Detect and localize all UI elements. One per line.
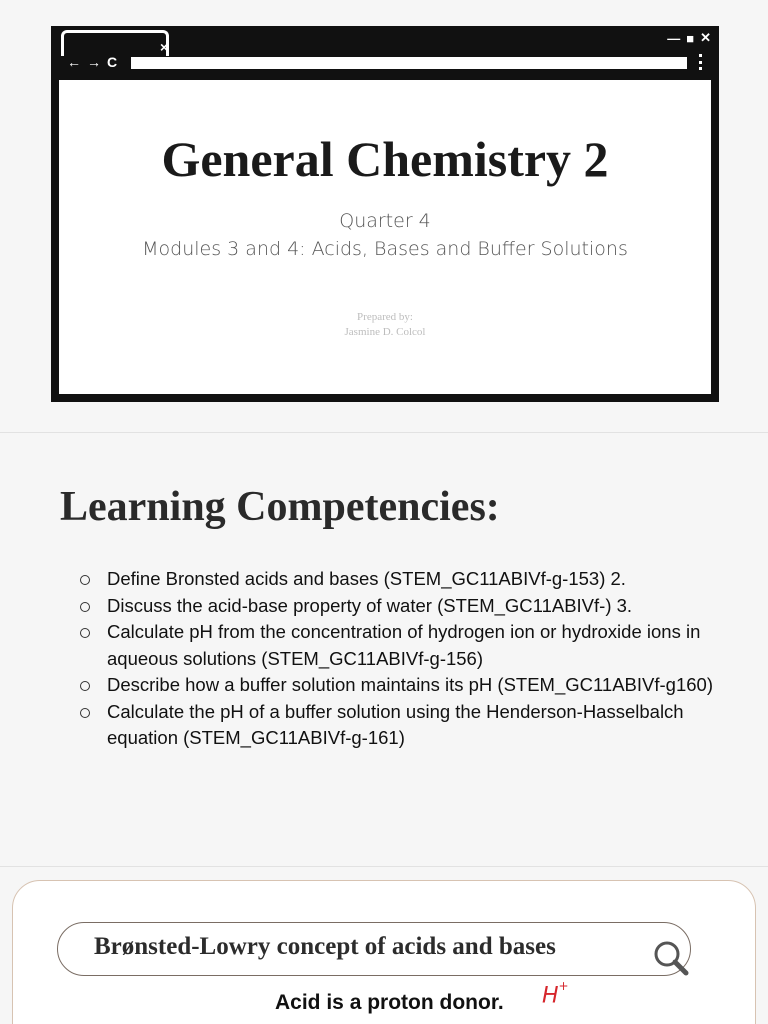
bronsted-lowry-slide: [12, 880, 756, 1024]
slide-heading: Brønsted-Lowry concept of acids and bases: [94, 933, 556, 960]
minimize-icon: —: [667, 30, 683, 46]
deck-title: General Chemistry 2: [161, 131, 609, 187]
competency-list: [80, 566, 730, 752]
circle-bullet-icon: [80, 708, 90, 718]
browser-frame-graphic: [51, 26, 719, 402]
list-item: Discuss the acid-base property of water (STEM_GC11ABIVf-) 3.: [80, 593, 730, 620]
circle-bullet-icon: [80, 681, 90, 691]
back-arrow-icon: ←: [67, 54, 81, 70]
browser-viewport: [59, 80, 711, 394]
magnifier-icon: [652, 939, 690, 977]
browser-nav: [67, 54, 117, 70]
prepared-by-label: Prepared by:: [357, 311, 413, 323]
author-name: Jasmine D. Colcol: [344, 326, 426, 338]
title-slide: [0, 0, 768, 432]
list-item: Describe how a buffer solution maintains its pH (STEM_GC11ABIVf-g160): [80, 672, 730, 699]
maximize-icon: ■: [686, 30, 697, 46]
acid-definition: Acid is a proton donor.: [275, 991, 504, 1014]
circle-bullet-icon: [80, 628, 90, 638]
slide-title: Learning Competencies:: [60, 484, 500, 530]
close-icon: ✕: [700, 30, 713, 45]
modules-subtitle: Modules 3 and 4: Acids, Bases and Buffer Solutions: [142, 238, 628, 260]
slide-divider: [0, 866, 768, 867]
heading-pill: [57, 922, 691, 976]
list-item: Define Bronsted acids and bases (STEM_GC11ABIVf-g-153) 2.: [80, 566, 730, 593]
circle-bullet-icon: [80, 602, 90, 612]
quarter-label: Quarter 4: [339, 210, 431, 232]
list-item: Calculate the pH of a buffer solution using the Henderson-Hasselbalch equation (STEM_GC11ABIVf-g-161): [80, 699, 730, 752]
window-controls: [667, 30, 713, 46]
refresh-icon: C: [107, 54, 118, 70]
learning-competencies-slide: [0, 433, 768, 865]
hydrogen-ion-annotation: H+: [542, 979, 569, 1009]
tab-close-icon: ×: [160, 39, 169, 55]
kebab-menu-icon: [699, 54, 703, 70]
list-item: Calculate pH from the concentration of hydrogen ion or hydroxide ions in aqueous solutions (STEM_GC11ABIVf-g-156): [80, 619, 730, 672]
forward-arrow-icon: →: [87, 54, 101, 70]
credits: [59, 310, 711, 340]
circle-bullet-icon: [80, 575, 90, 585]
address-bar: [131, 57, 687, 69]
browser-tab: [61, 30, 169, 56]
